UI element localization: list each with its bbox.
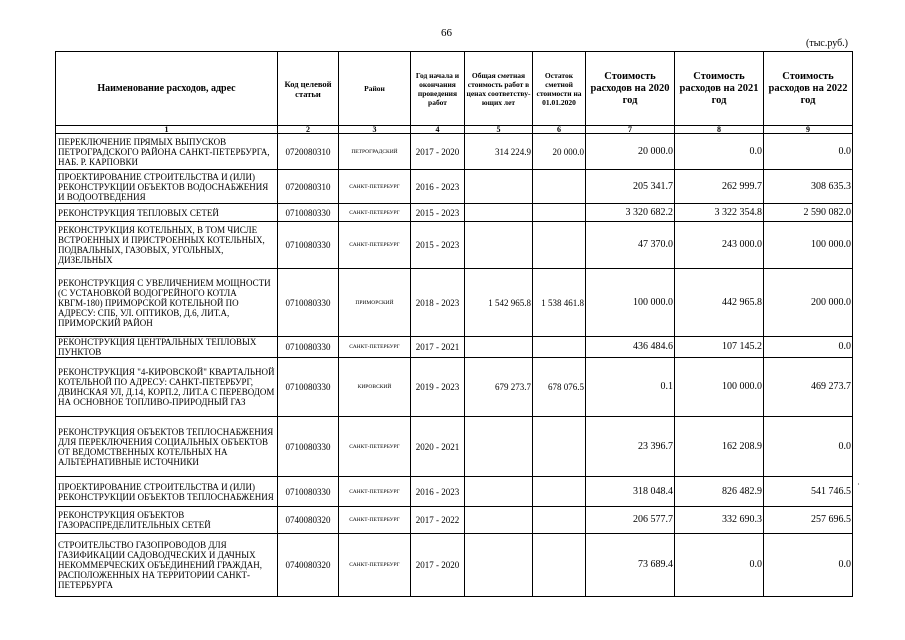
table-cell-code: 0710080330	[277, 357, 338, 416]
table-cell-y2020: 100 000.0	[585, 268, 674, 336]
header-balance: Остаток сметной стоимости на 01.01.2020	[532, 51, 585, 125]
table-cell-name: РЕКОНСТРУКЦИЯ "4-КИРОВСКОЙ" КВАРТАЛЬНОЙ КОТЕЛЬНОЙ ПО АДРЕСУ: САНКТ-ПЕТЕРБУРГ, ДВИНСКАЯ УЛ, Д.14, КОРП.2, ЛИТ.А С ПЕРЕВОДОМ НА ОСНОВНОЕ ТОПЛИВО-ПРИРОДНЫЙ ГАЗ	[55, 357, 277, 416]
table-cell-balance	[532, 203, 585, 221]
table-cell-years: 2016 - 2023	[410, 169, 464, 203]
table-cell-district: ПРИМОРСКИЙ	[338, 268, 410, 336]
column-index-8: 8	[674, 125, 763, 133]
table-cell-name: РЕКОНСТРУКЦИЯ ОБЪЕКТОВ ТЕПЛОСНАБЖЕНИЯ ДЛЯ ПЕРЕКЛЮЧЕНИЯ СОЦИАЛЬНЫХ ОБЪЕКТОВ ОТ ВЕДОМСТВЕННЫХ КОТЕЛЬНЫХ НА АЛЬТЕРНАТИВНЫЕ ИСТОЧНИКИ	[55, 416, 277, 476]
table-cell-y2021: 0.0	[674, 533, 763, 597]
table-cell-y2020: 318 048.4	[585, 476, 674, 506]
table-cell-total	[464, 476, 532, 506]
column-index-3: 3	[338, 125, 410, 133]
table-cell-y2020: 206 577.7	[585, 506, 674, 533]
table-cell-y2021: 107 145.2	[674, 336, 763, 357]
table-cell-code: 0720080310	[277, 133, 338, 169]
table-cell-y2022: 2 590 082.0	[763, 203, 853, 221]
table-cell-y2021: 0.0	[674, 133, 763, 169]
header-y2020: Стоимость расходов на 2020 год	[585, 51, 674, 125]
table-cell-code: 0720080310	[277, 169, 338, 203]
column-index-1: 1	[55, 125, 277, 133]
table-cell-name: ПЕРЕКЛЮЧЕНИЕ ПРЯМЫХ ВЫПУСКОВ ПЕТРОГРАДСКОГО РАЙОНА САНКТ-ПЕТЕРБУРГА, НАБ. Р. КАРПОВКИ	[55, 133, 277, 169]
table-cell-name: ПРОЕКТИРОВАНИЕ СТРОИТЕЛЬСТВА И (ИЛИ) РЕКОНСТРУКЦИИ ОБЪЕКТОВ ВОДОСНАБЖЕНИЯ И ВОДООТВЕДЕНИЯ	[55, 169, 277, 203]
column-index-2: 2	[277, 125, 338, 133]
column-index-5: 5	[464, 125, 532, 133]
table-cell-balance: 678 076.5	[532, 357, 585, 416]
table-cell-code: 0710080330	[277, 221, 338, 268]
table-cell-total: 1 542 965.8	[464, 268, 532, 336]
table-cell-y2020: 0.1	[585, 357, 674, 416]
table-cell-balance	[532, 476, 585, 506]
table-cell-total: 679 273.7	[464, 357, 532, 416]
table-cell-total	[464, 533, 532, 597]
table-cell-code: 0710080330	[277, 336, 338, 357]
table-cell-total	[464, 416, 532, 476]
header-code: Код целевой статьи	[277, 51, 338, 125]
table-cell-code: 0710080330	[277, 416, 338, 476]
table-cell-y2020: 23 396.7	[585, 416, 674, 476]
table-cell-total	[464, 336, 532, 357]
table-cell-y2022: 308 635.3	[763, 169, 853, 203]
table-cell-name: СТРОИТЕЛЬСТВО ГАЗОПРОВОДОВ ДЛЯ ГАЗИФИКАЦИИ САДОВОДЧЕСКИХ И ДАЧНЫХ НЕКОММЕРЧЕСКИХ ОБЪЕДИНЕНИЙ ГРАЖДАН, РАСПОЛОЖЕННЫХ НА ТЕРРИТОРИИ САНКТ-ПЕТЕРБУРГА	[55, 533, 277, 597]
header-y2021: Стоимость расходов на 2021 год	[674, 51, 763, 125]
table-cell-district: САНКТ-ПЕТЕРБУРГ	[338, 506, 410, 533]
table-cell-name: РЕКОНСТРУКЦИЯ ОБЪЕКТОВ ГАЗОРАСПРЕДЕЛИТЕЛЬНЫХ СЕТЕЙ	[55, 506, 277, 533]
table-cell-balance: 1 538 461.8	[532, 268, 585, 336]
table-cell-code: 0740080320	[277, 506, 338, 533]
table-cell-years: 2016 - 2023	[410, 476, 464, 506]
table-cell-years: 2020 - 2021	[410, 416, 464, 476]
header-name: Наименование расходов, адрес	[55, 51, 277, 125]
table-cell-y2021: 332 690.3	[674, 506, 763, 533]
table-cell-balance	[532, 336, 585, 357]
table-cell-total	[464, 506, 532, 533]
table-cell-y2021: 3 322 354.8	[674, 203, 763, 221]
table-cell-balance	[532, 169, 585, 203]
table-cell-y2020: 3 320 682.2	[585, 203, 674, 221]
header-years: Год начала и окончания проведения работ	[410, 51, 464, 125]
table-cell-total	[464, 203, 532, 221]
table-cell-district: САНКТ-ПЕТЕРБУРГ	[338, 203, 410, 221]
table-cell-district: САНКТ-ПЕТЕРБУРГ	[338, 336, 410, 357]
table-cell-years: 2017 - 2020	[410, 133, 464, 169]
table-cell-name: РЕКОНСТРУКЦИЯ КОТЕЛЬНЫХ, В ТОМ ЧИСЛЕ ВСТРОЕННЫХ И ПРИСТРОЕННЫХ КОТЕЛЬНЫХ, ПОДВАЛЬНЫХ, ГАЗОВЫХ, УГОЛЬНЫХ, ДИЗЕЛЬНЫХ	[55, 221, 277, 268]
table-cell-name: РЕКОНСТРУКЦИЯ С УВЕЛИЧЕНИЕМ МОЩНОСТИ (С УСТАНОВКОЙ ВОДОГРЕЙНОГО КОТЛА КВГМ-180) ПРИМОРСКОЙ КОТЕЛЬНОЙ ПО АДРЕСУ: СПБ, УЛ. ОПТИКОВ, Д.6, ЛИТ.А, ПРИМОРСКИЙ РАЙОН	[55, 268, 277, 336]
table-cell-y2020: 436 484.6	[585, 336, 674, 357]
table-cell-years: 2015 - 2023	[410, 203, 464, 221]
header-y2022: Стоимость расходов на 2022 год	[763, 51, 853, 125]
table-cell-code: 0740080320	[277, 533, 338, 597]
table-cell-y2022: 200 000.0	[763, 268, 853, 336]
table-cell-years: 2015 - 2023	[410, 221, 464, 268]
table-cell-years: 2017 - 2021	[410, 336, 464, 357]
table-cell-name: ПРОЕКТИРОВАНИЕ СТРОИТЕЛЬСТВА И (ИЛИ) РЕКОНСТРУКЦИИ ОБЪЕКТОВ ТЕПЛОСНАБЖЕНИЯ	[55, 476, 277, 506]
table-cell-total	[464, 221, 532, 268]
table-cell-y2021: 100 000.0	[674, 357, 763, 416]
table-cell-years: 2017 - 2022	[410, 506, 464, 533]
table-cell-years: 2017 - 2020	[410, 533, 464, 597]
table-cell-y2021: 826 482.9	[674, 476, 763, 506]
table-cell-code: 0710080330	[277, 203, 338, 221]
table-cell-total	[464, 169, 532, 203]
column-index-7: 7	[585, 125, 674, 133]
table-cell-code: 0710080330	[277, 268, 338, 336]
table-cell-code: 0710080330	[277, 476, 338, 506]
column-index-9: 9	[763, 125, 853, 133]
table-cell-district: ПЕТРОГРАДСКИЙ	[338, 133, 410, 169]
table-cell-y2022: 257 696.5	[763, 506, 853, 533]
table-cell-y2022: 0.0	[763, 133, 853, 169]
table-cell-y2022: 469 273.7	[763, 357, 853, 416]
header-district: Район	[338, 51, 410, 125]
table-cell-district: САНКТ-ПЕТЕРБУРГ	[338, 533, 410, 597]
table-cell-y2021: 162 208.9	[674, 416, 763, 476]
column-index-4: 4	[410, 125, 464, 133]
header-total: Общая сметная стоимость работ в ценах соответству- ющих лет	[464, 51, 532, 125]
table-cell-balance	[532, 416, 585, 476]
table-cell-balance	[532, 533, 585, 597]
table-cell-balance: 20 000.0	[532, 133, 585, 169]
table-cell-y2022: 0.0	[763, 416, 853, 476]
table-cell-district: КИРОВСКИЙ	[338, 357, 410, 416]
table-cell-total: 314 224.9	[464, 133, 532, 169]
table-cell-years: 2018 - 2023	[410, 268, 464, 336]
table-cell-name: РЕКОНСТРУКЦИЯ ТЕПЛОВЫХ СЕТЕЙ	[55, 203, 277, 221]
table-cell-y2022: 0.0	[763, 336, 853, 357]
table-cell-y2020: 205 341.7	[585, 169, 674, 203]
table-cell-y2020: 20 000.0	[585, 133, 674, 169]
table-cell-district: САНКТ-ПЕТЕРБУРГ	[338, 169, 410, 203]
table-cell-y2022: 100 000.0	[763, 221, 853, 268]
column-index-6: 6	[532, 125, 585, 133]
scan-mark: ˙	[857, 482, 860, 492]
table-cell-district: САНКТ-ПЕТЕРБУРГ	[338, 476, 410, 506]
table-cell-y2020: 73 689.4	[585, 533, 674, 597]
table-cell-balance	[532, 221, 585, 268]
table-cell-y2021: 262 999.7	[674, 169, 763, 203]
table-cell-y2022: 0.0	[763, 533, 853, 597]
table-cell-years: 2019 - 2023	[410, 357, 464, 416]
table-cell-y2020: 47 370.0	[585, 221, 674, 268]
table-cell-name: РЕКОНСТРУКЦИЯ ЦЕНТРАЛЬНЫХ ТЕПЛОВЫХ ПУНКТОВ	[55, 336, 277, 357]
units-label: (тыс.руб.)	[806, 38, 849, 49]
page-number: 66	[441, 27, 452, 39]
table-cell-balance	[532, 506, 585, 533]
table-cell-district: САНКТ-ПЕТЕРБУРГ	[338, 221, 410, 268]
table-cell-y2022: 541 746.5	[763, 476, 853, 506]
table-cell-district: САНКТ-ПЕТЕРБУРГ	[338, 416, 410, 476]
table-cell-y2021: 243 000.0	[674, 221, 763, 268]
table-cell-y2021: 442 965.8	[674, 268, 763, 336]
